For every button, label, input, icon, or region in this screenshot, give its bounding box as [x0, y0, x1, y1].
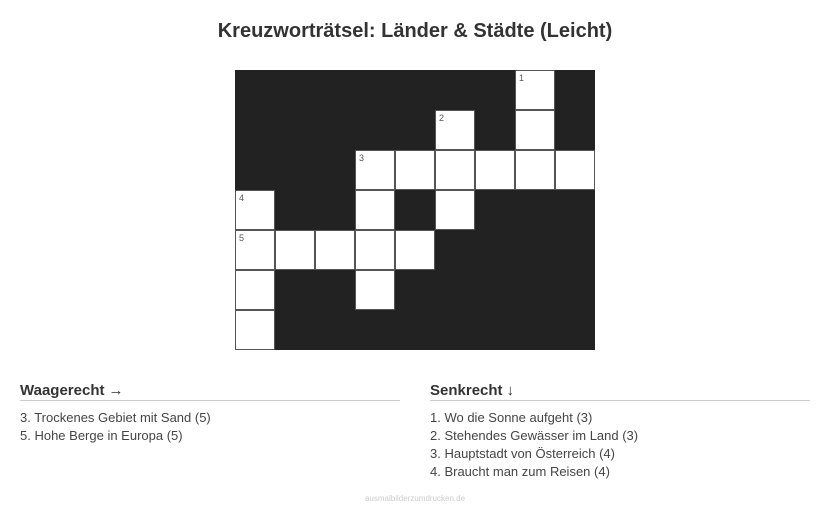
down-clue: 4. Braucht man zum Reisen (4)	[430, 464, 610, 479]
grid-cell[interactable]	[355, 270, 395, 310]
cell-number: 2	[439, 113, 445, 123]
down-clue: 3. Hauptstadt von Österreich (4)	[430, 446, 615, 461]
across-clues	[20, 382, 400, 445]
grid-cell[interactable]	[435, 110, 475, 150]
down-heading	[430, 382, 810, 401]
grid-cell[interactable]	[315, 230, 355, 270]
grid-cell[interactable]	[395, 230, 435, 270]
grid-cell[interactable]	[515, 70, 555, 110]
cell-number: 4	[239, 193, 245, 203]
grid-cell[interactable]	[435, 190, 475, 230]
grid-cell[interactable]	[235, 230, 275, 270]
down-clue-list	[430, 409, 810, 481]
cell-number: 3	[359, 153, 365, 163]
grid-cell[interactable]	[395, 150, 435, 190]
across-clue-list	[20, 409, 400, 445]
across-heading	[20, 382, 400, 401]
grid-cell[interactable]	[475, 150, 515, 190]
across-heading-label: Waagerecht	[20, 382, 105, 399]
grid-cell[interactable]	[235, 190, 275, 230]
crossword-grid	[235, 70, 595, 350]
across-clue: 5. Hohe Berge in Europa (5)	[20, 428, 183, 443]
down-clue: 2. Stehendes Gewässer im Land (3)	[430, 428, 639, 443]
arrow-down-icon: ↓	[506, 382, 515, 399]
grid-cell[interactable]	[435, 150, 475, 190]
page-title: Kreuzworträtsel: Länder & Städte (Leicht)	[217, 20, 613, 42]
grid-cell[interactable]	[515, 150, 555, 190]
down-heading-label: Senkrecht	[430, 382, 503, 399]
grid-cell[interactable]	[235, 310, 275, 350]
grid-cell[interactable]	[515, 110, 555, 150]
footer-credit: ausmalbilderzumdrucken.de	[364, 494, 466, 503]
grid-cell[interactable]	[555, 150, 595, 190]
cell-number: 5	[239, 233, 245, 243]
grid-cell[interactable]	[275, 230, 315, 270]
down-clue: 1. Wo die Sonne aufgeht (3)	[430, 410, 593, 425]
grid-cell[interactable]	[355, 190, 395, 230]
across-clue: 3. Trockenes Gebiet mit Sand (5)	[20, 410, 211, 425]
grid-cell[interactable]	[355, 150, 395, 190]
arrow-right-icon: →	[108, 382, 124, 399]
cell-number: 1	[519, 73, 525, 83]
grid-cell[interactable]	[235, 270, 275, 310]
down-clues	[430, 382, 810, 481]
grid-cell[interactable]	[355, 230, 395, 270]
